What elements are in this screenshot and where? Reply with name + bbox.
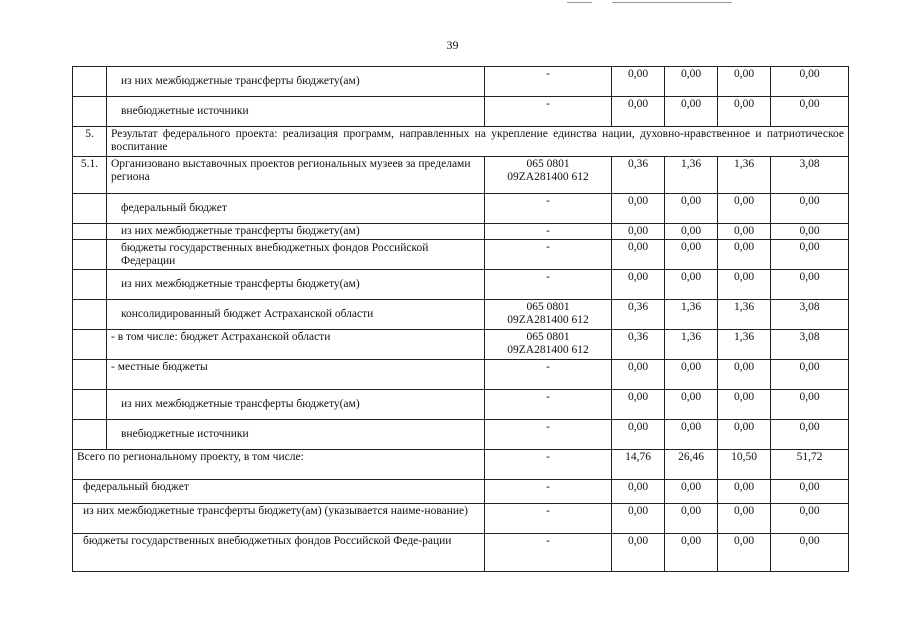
value-cell: 0,00	[612, 224, 665, 240]
value-cell: 0,00	[612, 534, 665, 572]
row-number	[73, 360, 107, 390]
value-cell: 0,00	[665, 504, 718, 534]
value-cell: 0,00	[771, 97, 849, 127]
row-label: из них межбюджетные трансферты бюджету(ам)	[107, 390, 485, 420]
row-label: внебюджетные источники	[107, 420, 485, 450]
value-cell: 0,00	[718, 360, 771, 390]
table-row	[73, 330, 849, 360]
value-cell: 0,00	[665, 67, 718, 97]
header-rule-right	[612, 2, 732, 3]
value-cell: 1,36	[718, 157, 771, 194]
row-label: - в том числе: бюджет Астраханской области	[107, 330, 485, 360]
value-cell: 0,00	[612, 420, 665, 450]
value-cell: 0,00	[771, 420, 849, 450]
value-cell: 0,00	[718, 534, 771, 572]
table-row	[73, 450, 849, 480]
row-number	[73, 300, 107, 330]
value-cell: 0,00	[612, 480, 665, 504]
budget-code: -	[485, 480, 612, 504]
value-cell: 0,00	[612, 97, 665, 127]
table-row	[73, 300, 849, 330]
value-cell: 51,72	[771, 450, 849, 480]
budget-code: -	[485, 97, 612, 127]
value-cell: 0,00	[718, 240, 771, 270]
row-label: консолидированный бюджет Астраханской области	[107, 300, 485, 330]
value-cell: 0,00	[771, 390, 849, 420]
value-cell: 0,00	[612, 270, 665, 300]
value-cell: 0,00	[665, 224, 718, 240]
value-cell: 0,36	[612, 330, 665, 360]
value-cell: 10,50	[718, 450, 771, 480]
budget-code: -	[485, 67, 612, 97]
value-cell: 0,00	[665, 240, 718, 270]
value-cell: 0,00	[718, 390, 771, 420]
value-cell: 3,08	[771, 300, 849, 330]
table-row	[73, 360, 849, 390]
value-cell: 0,00	[718, 97, 771, 127]
value-cell: 1,36	[665, 300, 718, 330]
value-cell: 0,36	[612, 157, 665, 194]
value-cell: 0,00	[665, 534, 718, 572]
table-row	[73, 534, 849, 572]
table-row	[73, 97, 849, 127]
value-cell: 0,00	[718, 194, 771, 224]
value-cell: 0,00	[665, 97, 718, 127]
value-cell: 0,00	[771, 480, 849, 504]
value-cell: 0,00	[612, 67, 665, 97]
value-cell: 1,36	[665, 157, 718, 194]
value-cell: 0,00	[612, 390, 665, 420]
budget-code: -	[485, 360, 612, 390]
value-cell: 0,00	[718, 504, 771, 534]
value-cell: 0,00	[771, 504, 849, 534]
row-label: Организовано выставочных проектов региональных музеев за пределами региона	[107, 157, 485, 194]
table-row	[73, 504, 849, 534]
budget-code: -	[485, 270, 612, 300]
budget-table	[72, 66, 849, 572]
table-row	[73, 480, 849, 504]
row-number	[73, 67, 107, 97]
value-cell: 0,00	[771, 270, 849, 300]
value-cell: 0,00	[718, 224, 771, 240]
value-cell: 0,00	[771, 67, 849, 97]
value-cell: 0,00	[612, 504, 665, 534]
row-label: внебюджетные источники	[107, 97, 485, 127]
table-row	[73, 67, 849, 97]
table-row	[73, 240, 849, 270]
value-cell: 1,36	[718, 330, 771, 360]
value-cell: 0,00	[612, 360, 665, 390]
budget-code: -	[485, 420, 612, 450]
row-label: из них межбюджетные трансферты бюджету(ам)	[107, 270, 485, 300]
table-row	[73, 157, 849, 194]
budget-code: -	[485, 450, 612, 480]
value-cell: 0,00	[718, 270, 771, 300]
row-label: федеральный бюджет	[73, 480, 485, 504]
budget-code: -	[485, 390, 612, 420]
value-cell: 26,46	[665, 450, 718, 480]
budget-code: 065 0801 09ZA281400 612	[485, 157, 612, 194]
row-number	[73, 390, 107, 420]
row-number	[73, 224, 107, 240]
value-cell: 0,00	[665, 360, 718, 390]
section-title: Результат федерального проекта: реализация программ, направленных на укрепление единства нации, духовно-нравственное и патриотическое воспитание	[107, 127, 849, 157]
value-cell: 0,00	[665, 194, 718, 224]
value-cell: 0,00	[665, 480, 718, 504]
budget-code: 065 0801 09ZA281400 612	[485, 330, 612, 360]
value-cell: 0,00	[665, 390, 718, 420]
row-number	[73, 97, 107, 127]
budget-code: -	[485, 224, 612, 240]
budget-code: -	[485, 504, 612, 534]
value-cell: 0,00	[718, 480, 771, 504]
value-cell: 0,00	[612, 240, 665, 270]
value-cell: 0,00	[771, 194, 849, 224]
row-number: 5.1.	[73, 157, 107, 194]
value-cell: 1,36	[665, 330, 718, 360]
value-cell: 0,00	[771, 534, 849, 572]
value-cell: 0,00	[665, 270, 718, 300]
row-label: из них межбюджетные трансферты бюджету(ам)	[107, 67, 485, 97]
row-label: федеральный бюджет	[107, 194, 485, 224]
page-number: 39	[446, 38, 459, 52]
budget-code: -	[485, 534, 612, 572]
row-label: из них межбюджетные трансферты бюджету(ам)	[107, 224, 485, 240]
value-cell: 0,00	[771, 224, 849, 240]
value-cell: 0,00	[771, 240, 849, 270]
row-label: бюджеты государственных внебюджетных фондов Российской Федерации	[107, 240, 485, 270]
value-cell: 0,00	[718, 67, 771, 97]
budget-code: -	[485, 240, 612, 270]
budget-code: -	[485, 194, 612, 224]
value-cell: 1,36	[718, 300, 771, 330]
table-row	[73, 194, 849, 224]
table-row	[73, 270, 849, 300]
value-cell: 14,76	[612, 450, 665, 480]
value-cell: 0,00	[612, 194, 665, 224]
row-label: Всего по региональному проекту, в том числе:	[73, 450, 485, 480]
header-rule-left	[567, 2, 592, 3]
row-label: - местные бюджеты	[107, 360, 485, 390]
row-number	[73, 330, 107, 360]
value-cell: 0,00	[718, 420, 771, 450]
value-cell: 0,36	[612, 300, 665, 330]
value-cell: 3,08	[771, 330, 849, 360]
value-cell: 0,00	[665, 420, 718, 450]
row-number	[73, 240, 107, 270]
table-row	[73, 224, 849, 240]
row-number	[73, 420, 107, 450]
row-number: 5.	[73, 127, 107, 157]
row-number	[73, 194, 107, 224]
table-row	[73, 420, 849, 450]
budget-code: 065 0801 09ZA281400 612	[485, 300, 612, 330]
value-cell: 0,00	[771, 360, 849, 390]
row-label: бюджеты государственных внебюджетных фондов Российской Феде-рации	[73, 534, 485, 572]
table-row	[73, 127, 849, 157]
value-cell: 3,08	[771, 157, 849, 194]
table-row	[73, 390, 849, 420]
row-label: из них межбюджетные трансферты бюджету(ам) (указывается наиме-нование)	[73, 504, 485, 534]
row-number	[73, 270, 107, 300]
